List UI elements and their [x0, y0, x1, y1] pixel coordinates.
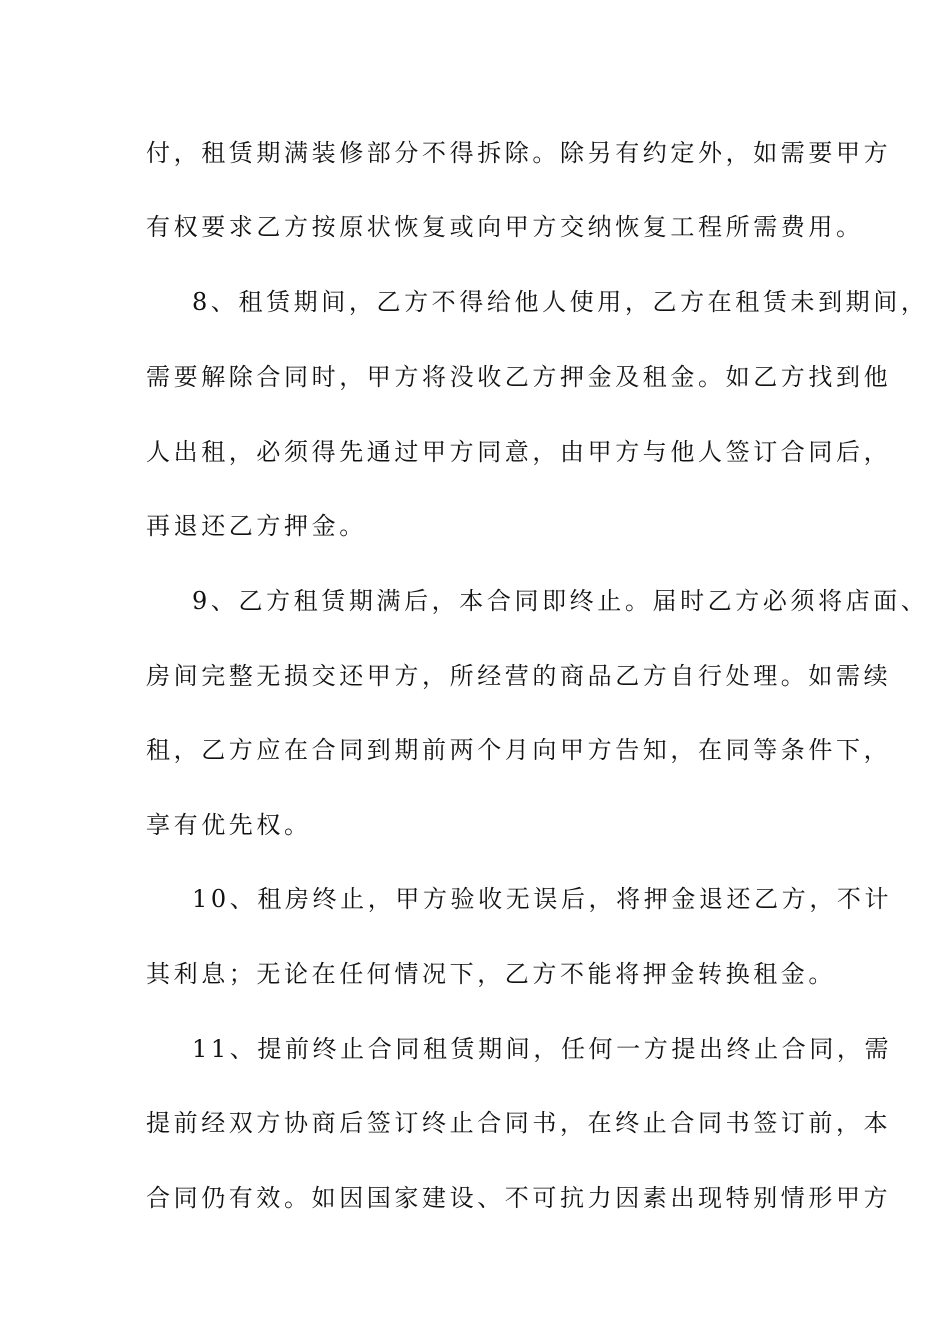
text-line: 再退还乙方押金。 [146, 512, 367, 540]
clause-9-start: 9、乙方租赁期满后，本合同即终止。届时乙方必须将店面、 [192, 587, 929, 615]
text-line: 人出租，必须得先通过甲方同意，由甲方与他人签订合同后， [146, 438, 892, 466]
text-line: 付，租赁期满装修部分不得拆除。除另有约定外，如需要甲方 [146, 139, 892, 167]
text-line: 租，乙方应在合同到期前两个月向甲方告知，在同等条件下， [146, 736, 892, 764]
text-line: 需要解除合同时，甲方将没收乙方押金及租金。如乙方找到他 [146, 363, 892, 391]
text-line: 有权要求乙方按原状恢复或向甲方交纳恢复工程所需费用。 [146, 213, 864, 241]
clause-10-start: 10、租房终止，甲方验收无误后，将押金退还乙方，不计 [192, 885, 893, 913]
text-line: 房间完整无损交还甲方，所经营的商品乙方自行处理。如需续 [146, 662, 892, 690]
clause-8-start: 8、租赁期间，乙方不得给他人使用，乙方在租赁未到期间， [192, 288, 929, 316]
text-line: 其利息；无论在任何情况下，乙方不能将押金转换租金。 [146, 960, 836, 988]
clause-11-start: 11、提前终止合同租赁期间，任何一方提出终止合同，需 [192, 1035, 893, 1063]
text-line: 提前经双方协商后签订终止合同书，在终止合同书签订前，本 [146, 1109, 892, 1137]
text-line: 享有优先权。 [146, 811, 312, 839]
text-line: 合同仍有效。如因国家建设、不可抗力因素出现特别情形甲方 [146, 1184, 892, 1212]
